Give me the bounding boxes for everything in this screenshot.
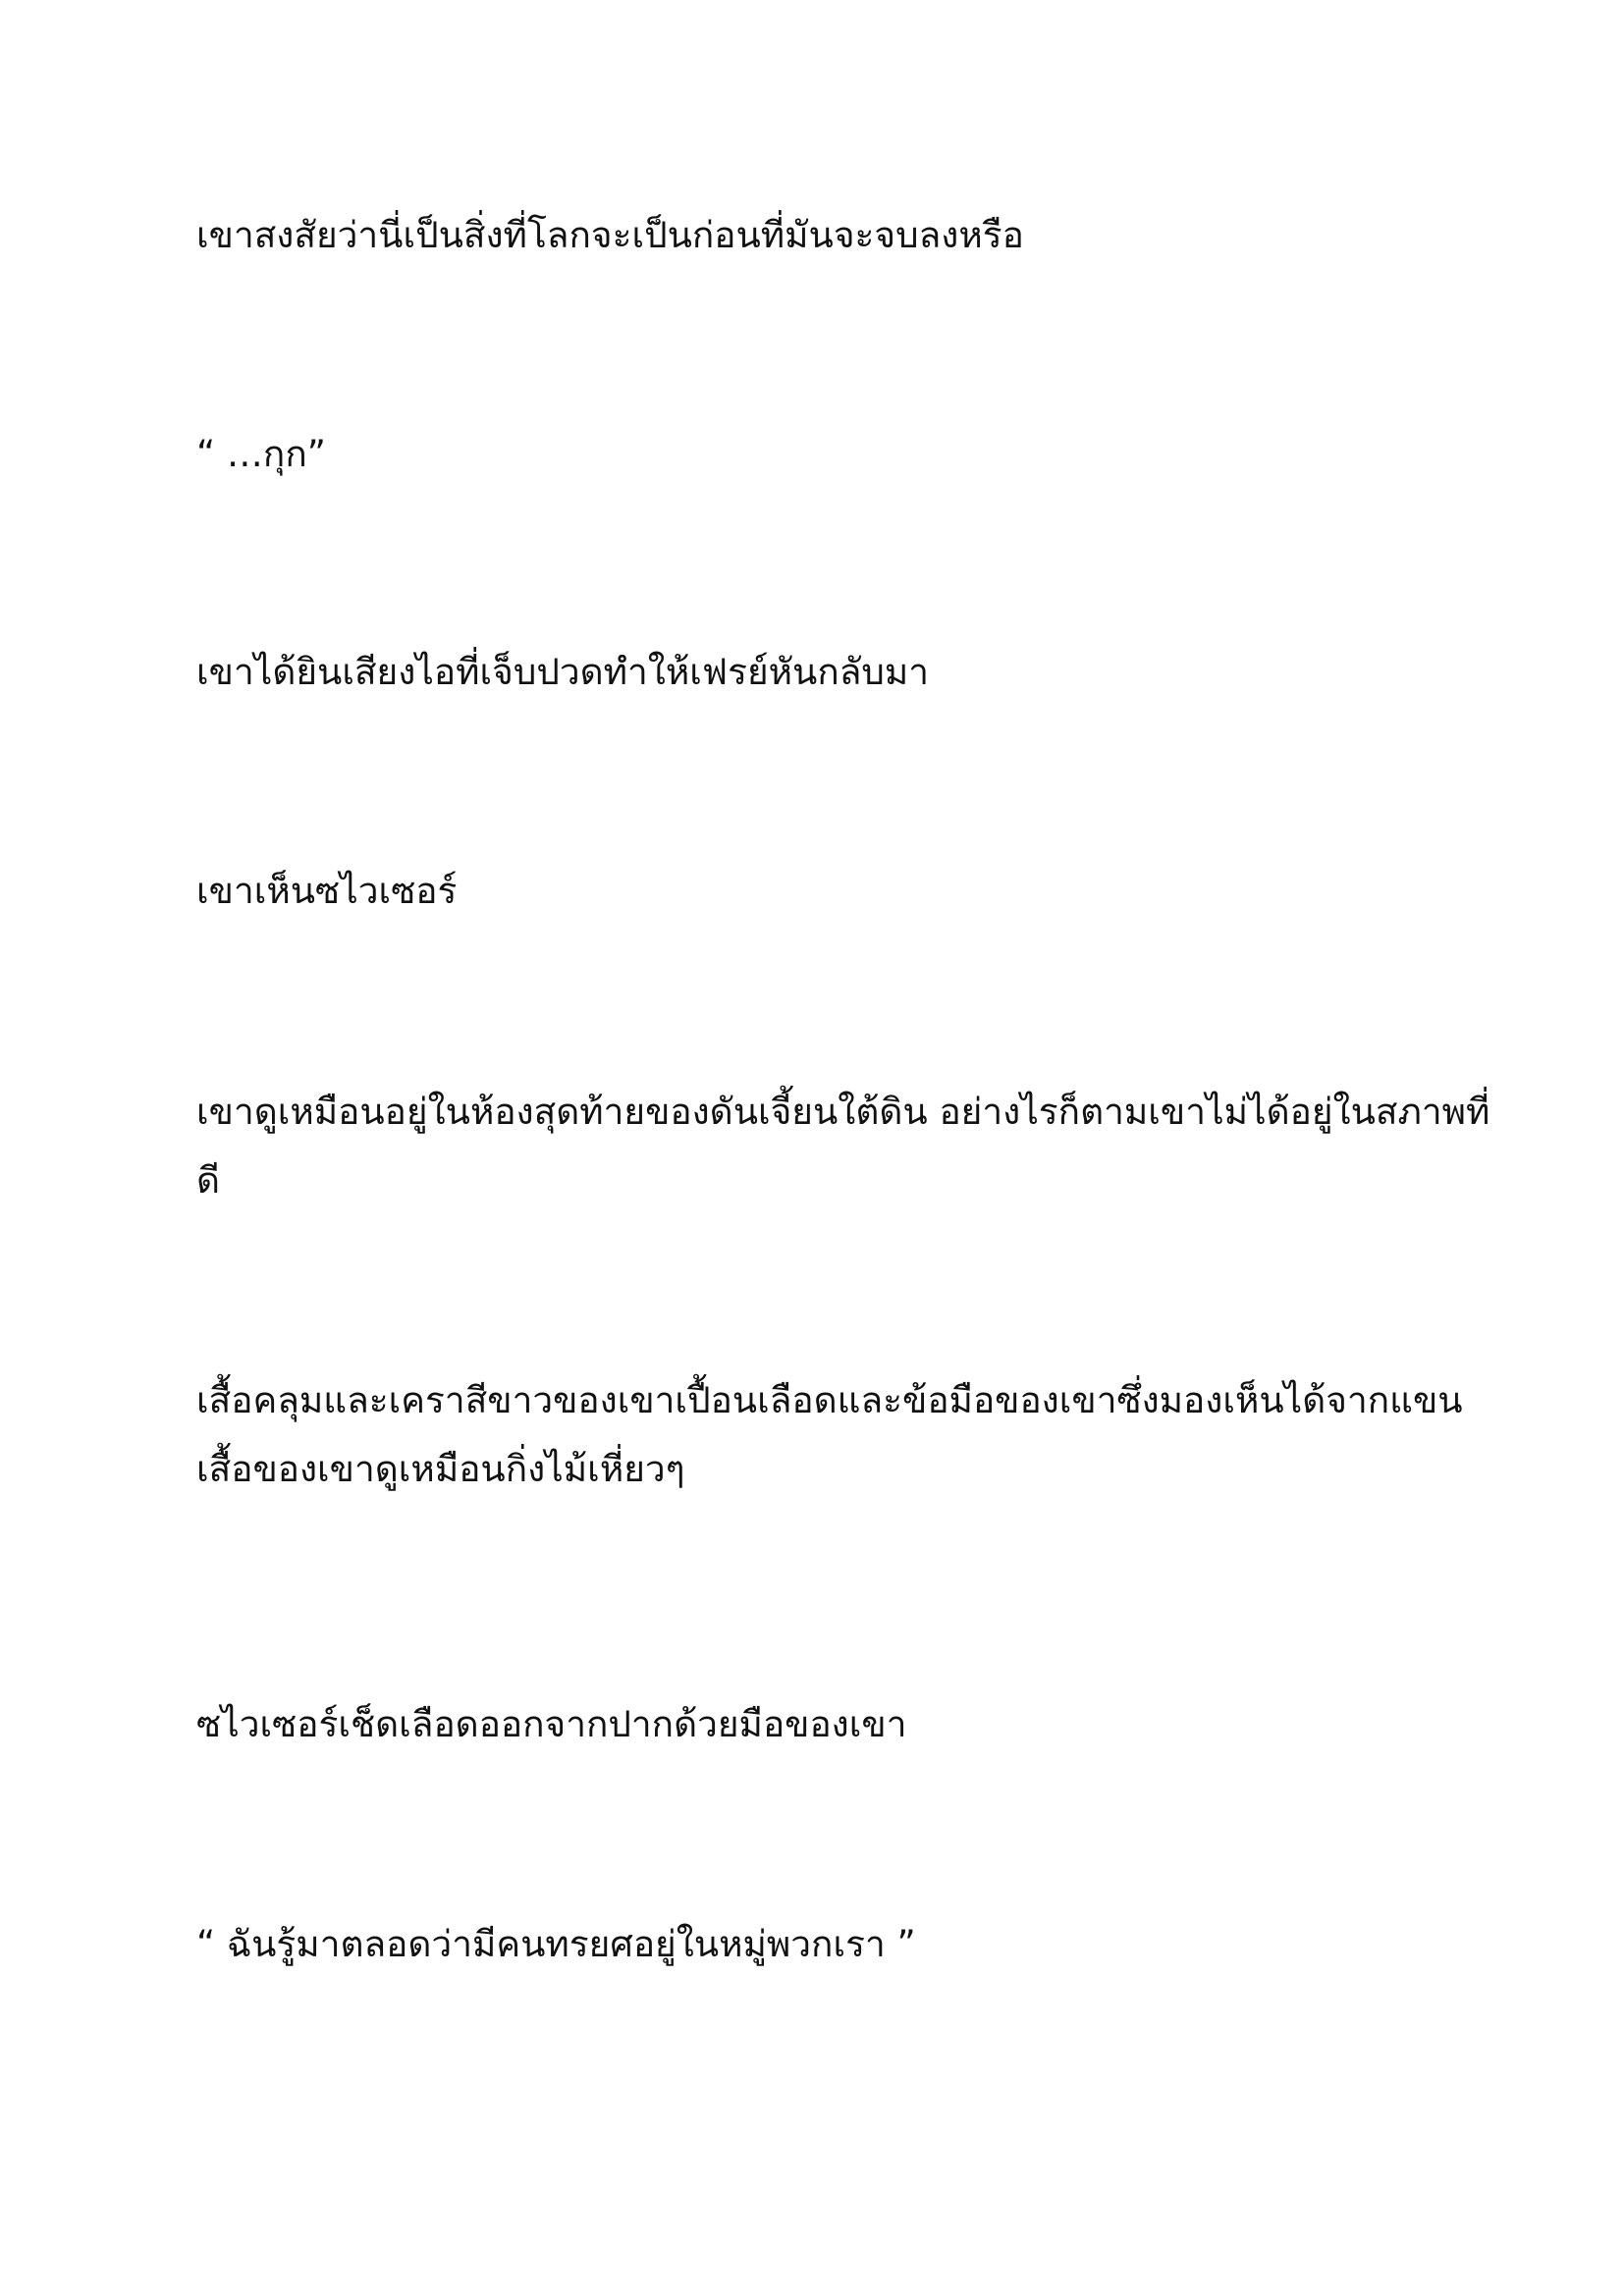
- paragraph-line: “ ฉันรู้มาตลอดว่ามีคนทรยศอยู่ในหมู่พวกเรา ”: [196, 1923, 916, 1965]
- paragraph-line: เสื้อของเขาดูเหมือนกิ่งไม้เหี่ยวๆ: [196, 1448, 685, 1490]
- paragraph-line: เขาได้ยินเสียงไอที่เจ็บปวดทำให้เฟรย์หันกลับมา: [196, 651, 930, 693]
- paragraph-line: เขาดูเหมือนอยู่ในห้องสุดท้ายของดันเจี้ยนใต้ดิน อย่างไรก็ตามเขาไม่ได้อยู่ในสภาพที่: [196, 1091, 1490, 1133]
- paragraph-line: เขาสงสัยว่านี่เป็นสิ่งที่โลกจะเป็นก่อนที่มันจะจบลงหรือ: [196, 214, 1024, 256]
- paragraph-line: ดี: [196, 1159, 221, 1201]
- paragraph-3: [196, 638, 1453, 707]
- paragraph-4: [196, 857, 1453, 926]
- paragraph-7: [196, 1690, 1453, 1759]
- paragraph-2: [196, 420, 1453, 489]
- paragraph-line: “ …กุก”: [196, 433, 326, 475]
- paragraph-line: เสื้อคลุมและเคราสีขาวของเขาเปื้อนเลือดและข้อมือของเขาซึ่งมองเห็นได้จากแขน: [196, 1379, 1463, 1421]
- paragraph-line: ซไวเซอร์เช็ดเลือดออกจากปากด้วยมือของเขา: [196, 1703, 907, 1745]
- paragraph-6: [196, 1366, 1463, 1504]
- paragraph-line: เขาเห็นซไวเซอร์: [196, 870, 458, 912]
- paragraph-8: [196, 1910, 1453, 1979]
- paragraph-1: [196, 201, 1453, 270]
- paragraph-5: [196, 1078, 1490, 1215]
